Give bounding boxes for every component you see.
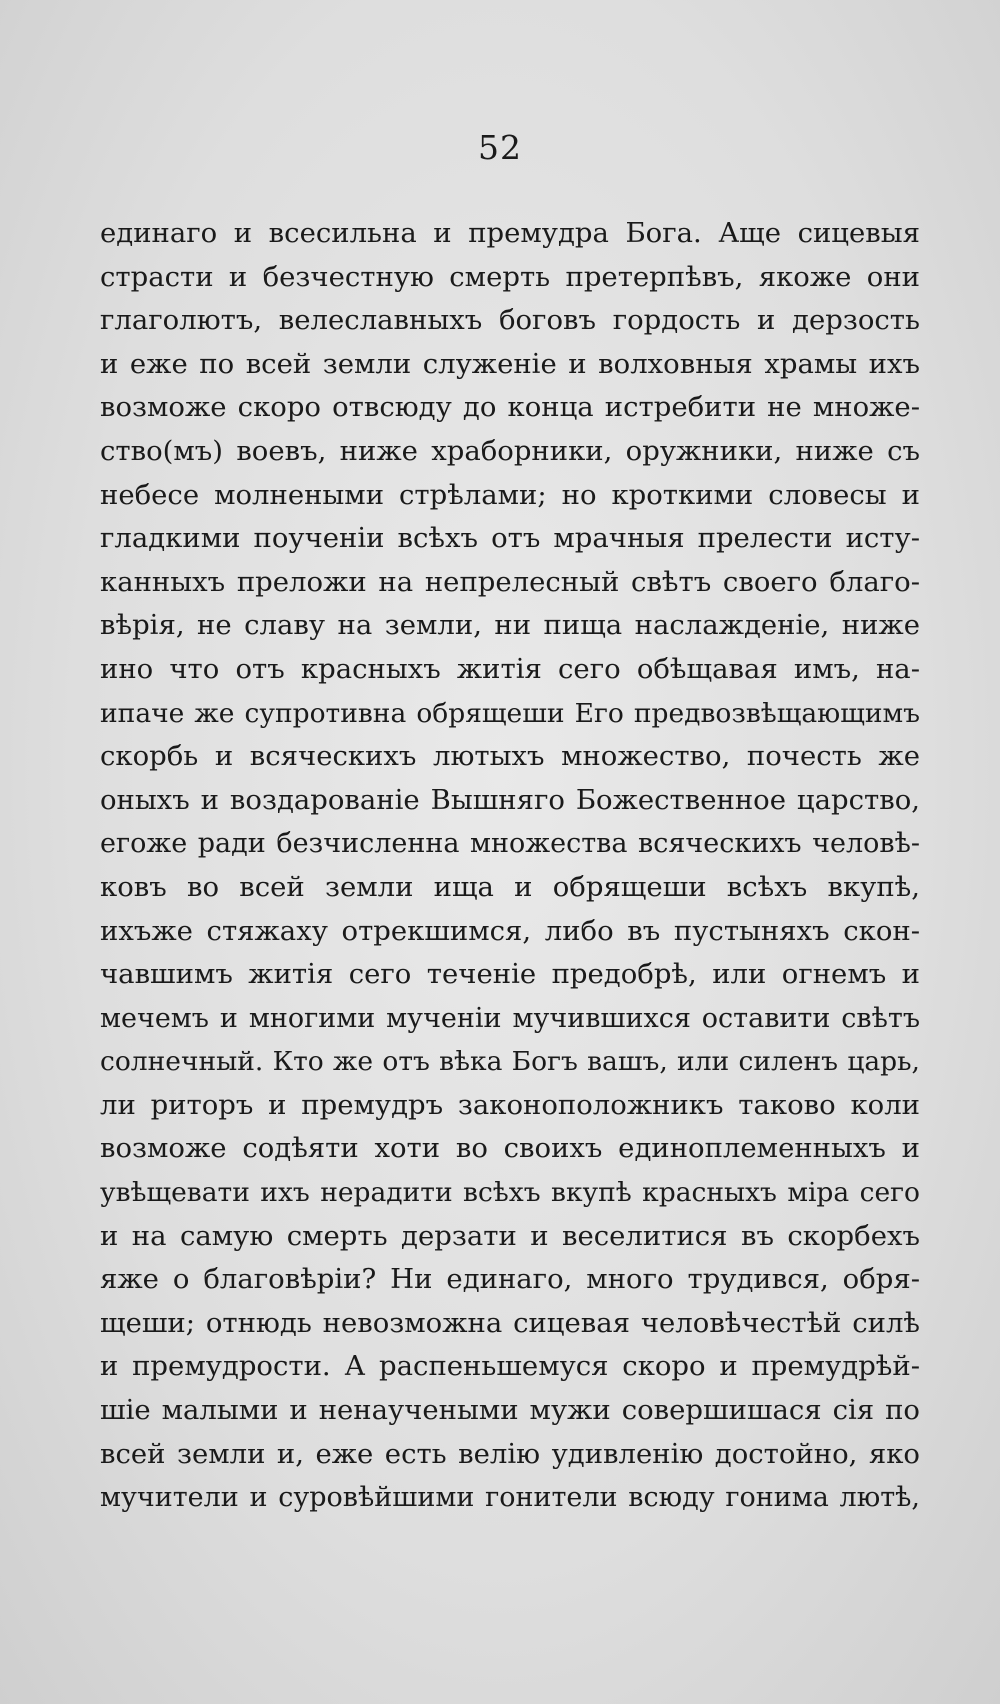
text-line: ипаче же супротивна обрящеши Его предвозвѣщающимъ <box>100 697 920 729</box>
text-line: ство(мъ) воевъ, ниже храборники, оружники, ниже съ <box>100 434 920 467</box>
text-line: мечемъ и многими мученіи мучившихся оставити свѣтъ <box>100 1002 920 1034</box>
text-line: вѣрія, не славу на земли, ни пища наслажденіе, ниже <box>100 609 920 642</box>
text-line: небесе молнеными стрѣлами; но кроткими словесы и <box>100 478 920 511</box>
text-line: ино что отъ красныхъ житія сего обѣщавая имъ, на- <box>100 652 920 685</box>
text-line: ковъ во всей земли ища и обрящеши всѣхъ вкупѣ, <box>100 870 920 903</box>
text-line: щеши; отнюдь невозможна сицевая человѣчестѣй силѣ <box>100 1306 920 1339</box>
text-line: возможе скоро отвсюду до конца истребити не множе- <box>100 391 920 424</box>
text-line: егоже ради безчисленна множества всяческихъ человѣ- <box>100 828 920 860</box>
text-line: страсти и безчестную смерть претерпѣвъ, якоже они <box>100 260 920 293</box>
text-line: шіе малыми и ненаучеными мужи совершишася сія по <box>100 1394 920 1427</box>
text-line: яже о благовѣріи? Ни единаго, много трудився, обря- <box>100 1263 920 1296</box>
text-line: ли риторъ и премудръ законоположникъ таково коли <box>100 1088 920 1121</box>
text-line: всей земли и, еже есть велію удивленію достойно, яко <box>100 1437 920 1470</box>
text-line: единаго и всесильна и премудра Бога. Аще сицевыя <box>100 217 920 249</box>
text-line: чавшимъ житія сего теченіе предобрѣ, или огнемъ и <box>100 958 920 991</box>
text-line: оныхъ и воздарованіе Вышняго Божественное царство, <box>100 783 920 816</box>
text-line: канныхъ преложи на непрелесный свѣтъ своего благо- <box>100 565 920 598</box>
text-line: гладкими поученіи всѣхъ отъ мрачныя прелести исту- <box>100 522 920 555</box>
text-line: скорбь и всяческихъ лютыхъ множество, почесть же <box>100 740 920 773</box>
text-line: увѣщевати ихъ нерадити всѣхъ вкупѣ красныхъ міра сего <box>100 1177 920 1209</box>
text-line: возможе содѣяти хоти во своихъ единоплеменныхъ и <box>100 1132 920 1165</box>
text-line: и еже по всей земли служеніе и волховныя храмы ихъ <box>100 347 920 380</box>
text-line: мучители и суровѣйшими гонители всюду гонима лютѣ, <box>100 1482 920 1514</box>
page-number: 52 <box>478 128 522 167</box>
text-line: глаголютъ, велеславныхъ боговъ гордость и дерзость <box>100 304 920 337</box>
text-line: солнечный. Кто же отъ вѣка Богъ вашъ, или силенъ царь, <box>100 1046 920 1078</box>
text-line: ихъже стяжаху отрекшимся, либо въ пустыняхъ скон- <box>100 914 920 947</box>
text-line: и премудрости. А распеньшемуся скоро и премудрѣй- <box>100 1350 920 1383</box>
text-line: и на самую смерть дерзати и веселитися въ скорбехъ <box>100 1219 920 1252</box>
body-text <box>100 212 920 1520</box>
